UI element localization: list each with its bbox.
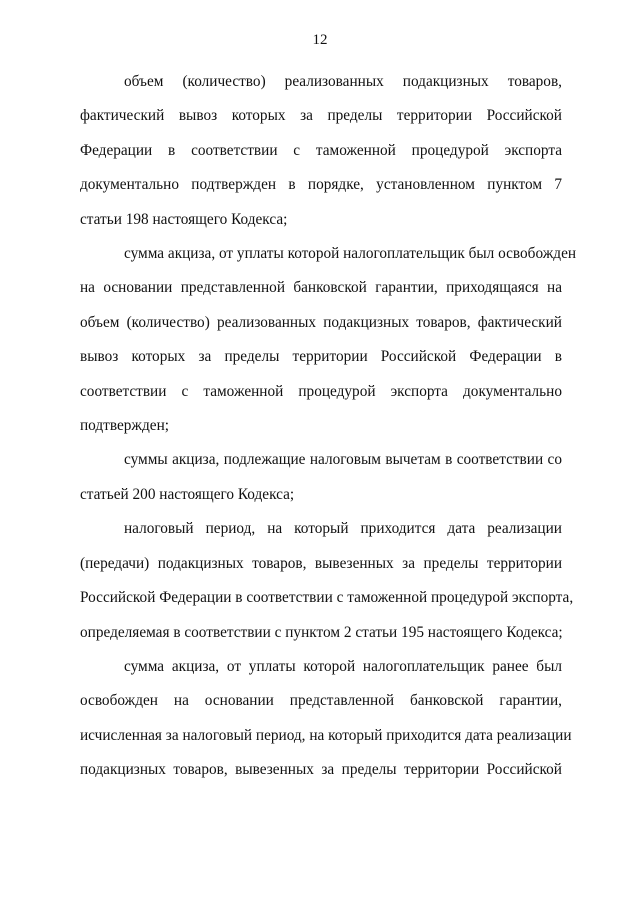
text-line: освобожден на основании представленной банковской гарантии, <box>80 692 562 710</box>
text-line: документально подтвержден в порядке, установленном пунктом 7 <box>80 176 562 194</box>
document-body <box>80 65 577 788</box>
text-line: суммы акциза, подлежащие налоговым вычетам в соответствии со <box>124 451 562 469</box>
paragraph-excise-guarantee <box>80 237 577 443</box>
text-line: подакцизных товаров, вывезенных за пределы территории Российской <box>80 761 562 779</box>
paragraph-excise-previously-exempt <box>80 650 572 788</box>
text-line: налоговый период, на который приходится дата реализации <box>124 520 562 538</box>
text-line: статьи 198 настоящего Кодекса; <box>80 210 288 228</box>
text-line: соответствии с таможенной процедурой экспорта документально <box>80 382 562 400</box>
text-line: вывоз которых за пределы территории Российской Федерации в <box>80 348 562 366</box>
page-number: 12 <box>312 32 328 48</box>
text-line: Федерации в соответствии с таможенной процедурой экспорта <box>80 141 562 159</box>
text-line: подтвержден; <box>80 417 170 435</box>
paragraph-tax-deductions <box>80 443 562 512</box>
text-line: объем (количество) реализованных подакцизных товаров, <box>124 73 562 90</box>
text-line: Российской Федерации в соответствии с таможенной процедурой экспорта, <box>80 589 574 607</box>
text-line: на основании представленной банковской гарантии, приходящаяся на <box>80 279 562 297</box>
paragraph-export-volume <box>80 65 562 237</box>
text-line: (передачи) подакцизных товаров, вывезенных за пределы территории <box>80 554 562 572</box>
text-line: исчисленная за налоговый период, на который приходится дата реализации <box>80 726 572 744</box>
text-line: сумма акциза, от уплаты которой налогоплательщик ранее был <box>124 657 562 675</box>
text-line: фактический вывоз которых за пределы территории Российской <box>80 107 562 125</box>
text-line: статьей 200 настоящего Кодекса; <box>80 485 295 503</box>
text-line: сумма акциза, от уплаты которой налогоплательщик был освобожден <box>124 245 577 263</box>
text-line: объем (количество) реализованных подакцизных товаров, фактический <box>80 313 562 331</box>
paragraph-tax-period <box>80 512 574 650</box>
text-line: определяемая в соответствии с пунктом 2 статьи 195 настоящего Кодекса; <box>80 623 563 641</box>
